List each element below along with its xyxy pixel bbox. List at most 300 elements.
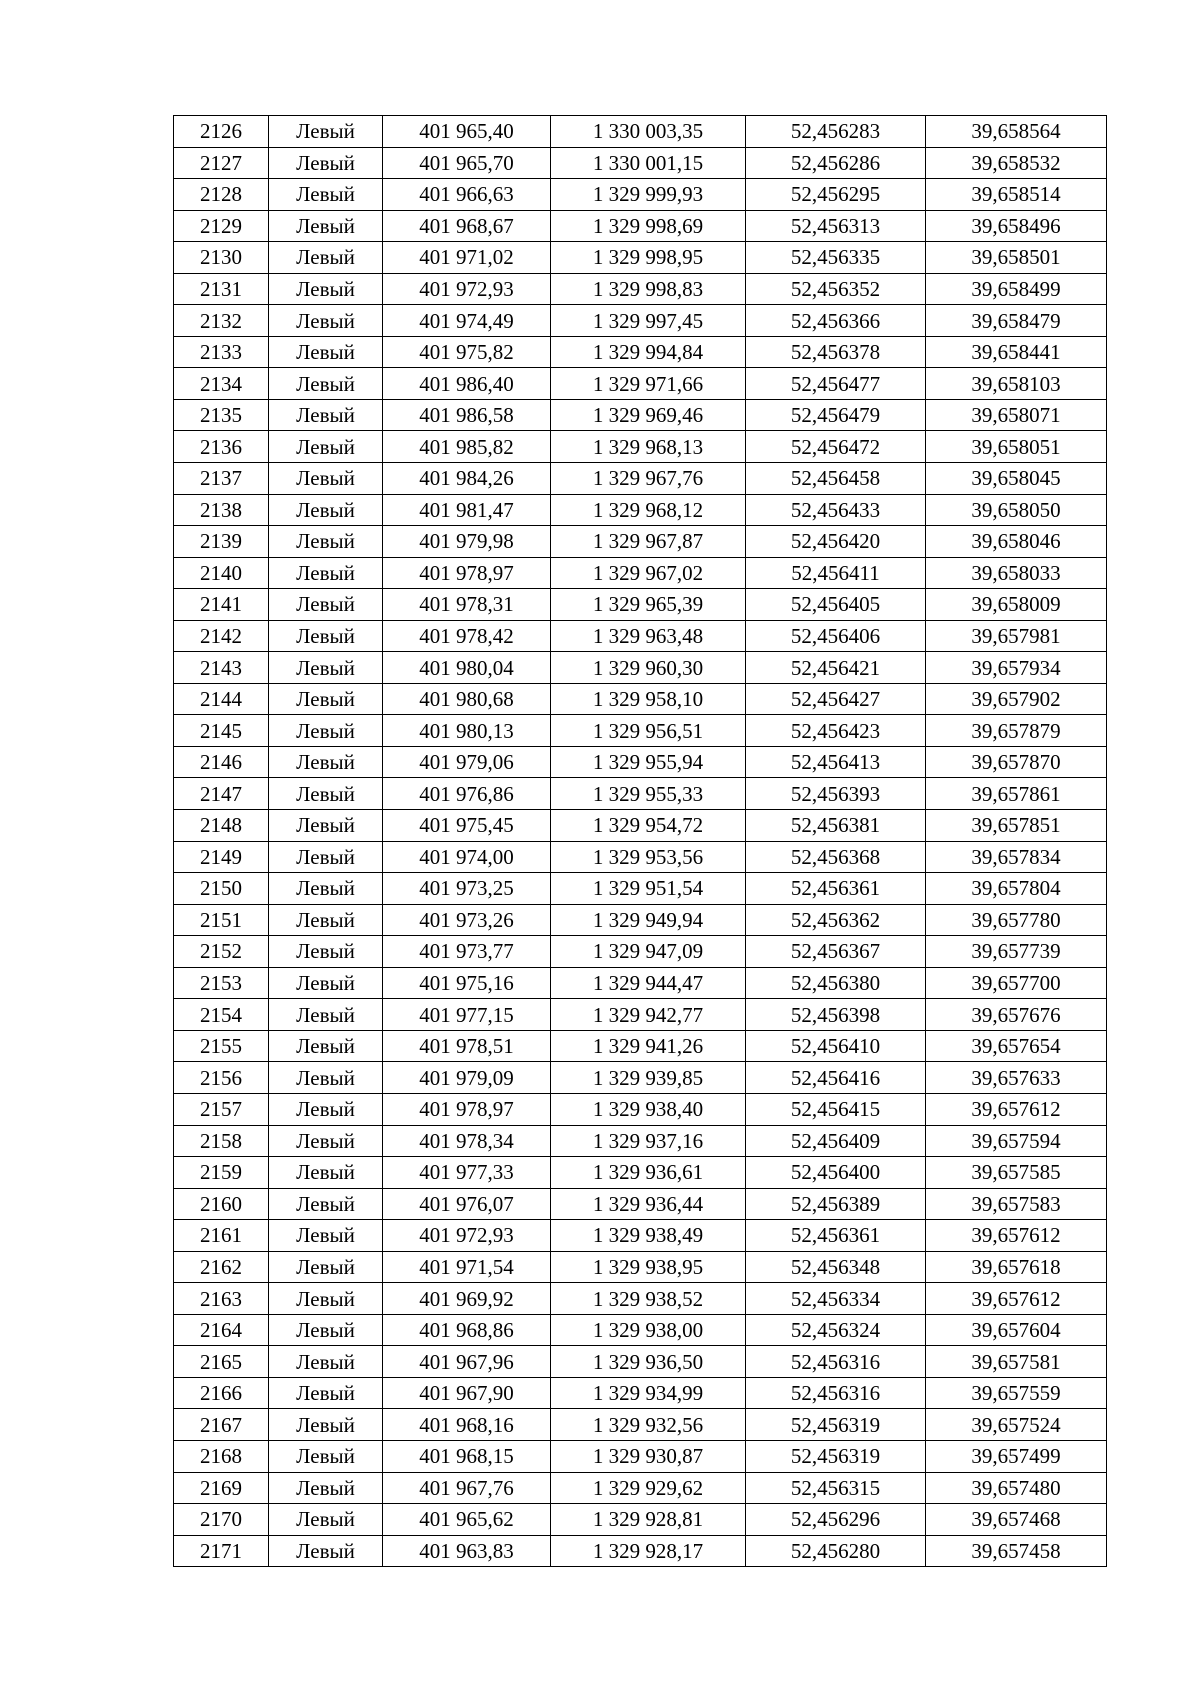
y-coordinate-cell: 1 329 998,83 <box>551 273 746 305</box>
table-row <box>174 116 1107 148</box>
table-row <box>174 526 1107 558</box>
side-cell: Левый <box>269 873 383 905</box>
x-coordinate-cell: 401 984,26 <box>383 463 551 495</box>
point-number-cell: 2130 <box>174 242 269 274</box>
y-coordinate-cell: 1 329 994,84 <box>551 336 746 368</box>
latitude-cell: 52,456411 <box>746 557 926 589</box>
longitude-cell: 39,657804 <box>926 873 1107 905</box>
longitude-cell: 39,657700 <box>926 967 1107 999</box>
latitude-cell: 52,456389 <box>746 1188 926 1220</box>
longitude-cell: 39,658514 <box>926 179 1107 211</box>
side-cell: Левый <box>269 1377 383 1409</box>
table-row <box>174 1125 1107 1157</box>
point-number-cell: 2154 <box>174 999 269 1031</box>
x-coordinate-cell: 401 977,15 <box>383 999 551 1031</box>
x-coordinate-cell: 401 978,97 <box>383 1093 551 1125</box>
x-coordinate-cell: 401 977,33 <box>383 1157 551 1189</box>
side-cell: Левый <box>269 1062 383 1094</box>
longitude-cell: 39,657499 <box>926 1440 1107 1472</box>
x-coordinate-cell: 401 985,82 <box>383 431 551 463</box>
point-number-cell: 2155 <box>174 1030 269 1062</box>
y-coordinate-cell: 1 329 932,56 <box>551 1409 746 1441</box>
latitude-cell: 52,456405 <box>746 589 926 621</box>
x-coordinate-cell: 401 978,34 <box>383 1125 551 1157</box>
longitude-cell: 39,658532 <box>926 147 1107 179</box>
point-number-cell: 2167 <box>174 1409 269 1441</box>
latitude-cell: 52,456361 <box>746 1220 926 1252</box>
x-coordinate-cell: 401 967,96 <box>383 1346 551 1378</box>
latitude-cell: 52,456348 <box>746 1251 926 1283</box>
latitude-cell: 52,456316 <box>746 1377 926 1409</box>
latitude-cell: 52,456393 <box>746 778 926 810</box>
point-number-cell: 2170 <box>174 1504 269 1536</box>
longitude-cell: 39,657585 <box>926 1157 1107 1189</box>
point-number-cell: 2146 <box>174 746 269 778</box>
side-cell: Левый <box>269 683 383 715</box>
longitude-cell: 39,657780 <box>926 904 1107 936</box>
table-row <box>174 1472 1107 1504</box>
coordinates-table <box>173 115 1107 1567</box>
y-coordinate-cell: 1 330 001,15 <box>551 147 746 179</box>
side-cell: Левый <box>269 557 383 589</box>
longitude-cell: 39,657612 <box>926 1220 1107 1252</box>
table-row <box>174 1440 1107 1472</box>
latitude-cell: 52,456295 <box>746 179 926 211</box>
y-coordinate-cell: 1 329 971,66 <box>551 368 746 400</box>
longitude-cell: 39,657524 <box>926 1409 1107 1441</box>
table-row <box>174 1346 1107 1378</box>
point-number-cell: 2139 <box>174 526 269 558</box>
point-number-cell: 2127 <box>174 147 269 179</box>
point-number-cell: 2145 <box>174 715 269 747</box>
y-coordinate-cell: 1 329 938,95 <box>551 1251 746 1283</box>
point-number-cell: 2157 <box>174 1093 269 1125</box>
x-coordinate-cell: 401 969,92 <box>383 1283 551 1315</box>
longitude-cell: 39,657480 <box>926 1472 1107 1504</box>
x-coordinate-cell: 401 971,02 <box>383 242 551 274</box>
table-row <box>174 778 1107 810</box>
point-number-cell: 2137 <box>174 463 269 495</box>
y-coordinate-cell: 1 329 938,40 <box>551 1093 746 1125</box>
side-cell: Левый <box>269 1188 383 1220</box>
point-number-cell: 2140 <box>174 557 269 589</box>
x-coordinate-cell: 401 971,54 <box>383 1251 551 1283</box>
point-number-cell: 2147 <box>174 778 269 810</box>
table-row <box>174 683 1107 715</box>
point-number-cell: 2128 <box>174 179 269 211</box>
latitude-cell: 52,456398 <box>746 999 926 1031</box>
side-cell: Левый <box>269 305 383 337</box>
table-row <box>174 1314 1107 1346</box>
point-number-cell: 2132 <box>174 305 269 337</box>
latitude-cell: 52,456362 <box>746 904 926 936</box>
latitude-cell: 52,456367 <box>746 936 926 968</box>
latitude-cell: 52,456319 <box>746 1409 926 1441</box>
latitude-cell: 52,456283 <box>746 116 926 148</box>
x-coordinate-cell: 401 980,13 <box>383 715 551 747</box>
x-coordinate-cell: 401 972,93 <box>383 1220 551 1252</box>
y-coordinate-cell: 1 329 939,85 <box>551 1062 746 1094</box>
side-cell: Левый <box>269 999 383 1031</box>
point-number-cell: 2144 <box>174 683 269 715</box>
longitude-cell: 39,657654 <box>926 1030 1107 1062</box>
latitude-cell: 52,456427 <box>746 683 926 715</box>
side-cell: Левый <box>269 620 383 652</box>
x-coordinate-cell: 401 968,15 <box>383 1440 551 1472</box>
longitude-cell: 39,657902 <box>926 683 1107 715</box>
y-coordinate-cell: 1 329 967,76 <box>551 463 746 495</box>
y-coordinate-cell: 1 329 934,99 <box>551 1377 746 1409</box>
side-cell: Левый <box>269 1157 383 1189</box>
y-coordinate-cell: 1 329 969,46 <box>551 399 746 431</box>
table-row <box>174 431 1107 463</box>
latitude-cell: 52,456366 <box>746 305 926 337</box>
table-row <box>174 967 1107 999</box>
y-coordinate-cell: 1 329 998,69 <box>551 210 746 242</box>
x-coordinate-cell: 401 968,67 <box>383 210 551 242</box>
x-coordinate-cell: 401 976,07 <box>383 1188 551 1220</box>
y-coordinate-cell: 1 330 003,35 <box>551 116 746 148</box>
longitude-cell: 39,658496 <box>926 210 1107 242</box>
side-cell: Левый <box>269 147 383 179</box>
y-coordinate-cell: 1 329 967,87 <box>551 526 746 558</box>
longitude-cell: 39,657612 <box>926 1283 1107 1315</box>
y-coordinate-cell: 1 329 956,51 <box>551 715 746 747</box>
table-row <box>174 873 1107 905</box>
latitude-cell: 52,456415 <box>746 1093 926 1125</box>
x-coordinate-cell: 401 973,26 <box>383 904 551 936</box>
table-row <box>174 841 1107 873</box>
latitude-cell: 52,456406 <box>746 620 926 652</box>
longitude-cell: 39,657458 <box>926 1535 1107 1567</box>
side-cell: Левый <box>269 1125 383 1157</box>
y-coordinate-cell: 1 329 955,94 <box>551 746 746 778</box>
y-coordinate-cell: 1 329 997,45 <box>551 305 746 337</box>
point-number-cell: 2138 <box>174 494 269 526</box>
point-number-cell: 2171 <box>174 1535 269 1567</box>
table-row <box>174 715 1107 747</box>
side-cell: Левый <box>269 904 383 936</box>
longitude-cell: 39,657612 <box>926 1093 1107 1125</box>
point-number-cell: 2136 <box>174 431 269 463</box>
x-coordinate-cell: 401 968,16 <box>383 1409 551 1441</box>
longitude-cell: 39,657870 <box>926 746 1107 778</box>
side-cell: Левый <box>269 652 383 684</box>
point-number-cell: 2142 <box>174 620 269 652</box>
y-coordinate-cell: 1 329 928,17 <box>551 1535 746 1567</box>
y-coordinate-cell: 1 329 954,72 <box>551 810 746 842</box>
side-cell: Левый <box>269 273 383 305</box>
latitude-cell: 52,456416 <box>746 1062 926 1094</box>
x-coordinate-cell: 401 975,45 <box>383 810 551 842</box>
longitude-cell: 39,657604 <box>926 1314 1107 1346</box>
table-row <box>174 1093 1107 1125</box>
table-row <box>174 1157 1107 1189</box>
longitude-cell: 39,657879 <box>926 715 1107 747</box>
table-row <box>174 179 1107 211</box>
side-cell: Левый <box>269 1535 383 1567</box>
longitude-cell: 39,658045 <box>926 463 1107 495</box>
side-cell: Левый <box>269 463 383 495</box>
latitude-cell: 52,456400 <box>746 1157 926 1189</box>
x-coordinate-cell: 401 965,70 <box>383 147 551 179</box>
longitude-cell: 39,657861 <box>926 778 1107 810</box>
side-cell: Левый <box>269 1251 383 1283</box>
side-cell: Левый <box>269 179 383 211</box>
point-number-cell: 2161 <box>174 1220 269 1252</box>
side-cell: Левый <box>269 526 383 558</box>
point-number-cell: 2126 <box>174 116 269 148</box>
x-coordinate-cell: 401 975,82 <box>383 336 551 368</box>
x-coordinate-cell: 401 966,63 <box>383 179 551 211</box>
point-number-cell: 2164 <box>174 1314 269 1346</box>
longitude-cell: 39,658050 <box>926 494 1107 526</box>
coordinates-table-body <box>174 116 1107 1567</box>
longitude-cell: 39,657633 <box>926 1062 1107 1094</box>
x-coordinate-cell: 401 979,09 <box>383 1062 551 1094</box>
latitude-cell: 52,456368 <box>746 841 926 873</box>
point-number-cell: 2134 <box>174 368 269 400</box>
table-row <box>174 652 1107 684</box>
y-coordinate-cell: 1 329 937,16 <box>551 1125 746 1157</box>
x-coordinate-cell: 401 980,68 <box>383 683 551 715</box>
side-cell: Левый <box>269 399 383 431</box>
y-coordinate-cell: 1 329 958,10 <box>551 683 746 715</box>
table-row <box>174 746 1107 778</box>
side-cell: Левый <box>269 431 383 463</box>
latitude-cell: 52,456352 <box>746 273 926 305</box>
table-row <box>174 620 1107 652</box>
latitude-cell: 52,456421 <box>746 652 926 684</box>
latitude-cell: 52,456458 <box>746 463 926 495</box>
x-coordinate-cell: 401 965,40 <box>383 116 551 148</box>
table-row <box>174 904 1107 936</box>
table-row <box>174 1409 1107 1441</box>
x-coordinate-cell: 401 965,62 <box>383 1504 551 1536</box>
side-cell: Левый <box>269 936 383 968</box>
longitude-cell: 39,657676 <box>926 999 1107 1031</box>
table-row <box>174 999 1107 1031</box>
latitude-cell: 52,456319 <box>746 1440 926 1472</box>
latitude-cell: 52,456409 <box>746 1125 926 1157</box>
table-row <box>174 273 1107 305</box>
table-row <box>174 242 1107 274</box>
side-cell: Левый <box>269 1220 383 1252</box>
point-number-cell: 2153 <box>174 967 269 999</box>
y-coordinate-cell: 1 329 938,49 <box>551 1220 746 1252</box>
longitude-cell: 39,658564 <box>926 116 1107 148</box>
longitude-cell: 39,657581 <box>926 1346 1107 1378</box>
longitude-cell: 39,657468 <box>926 1504 1107 1536</box>
table-row <box>174 210 1107 242</box>
latitude-cell: 52,456413 <box>746 746 926 778</box>
point-number-cell: 2152 <box>174 936 269 968</box>
x-coordinate-cell: 401 973,25 <box>383 873 551 905</box>
y-coordinate-cell: 1 329 949,94 <box>551 904 746 936</box>
latitude-cell: 52,456296 <box>746 1504 926 1536</box>
y-coordinate-cell: 1 329 963,48 <box>551 620 746 652</box>
latitude-cell: 52,456477 <box>746 368 926 400</box>
x-coordinate-cell: 401 973,77 <box>383 936 551 968</box>
table-row <box>174 1188 1107 1220</box>
point-number-cell: 2166 <box>174 1377 269 1409</box>
longitude-cell: 39,657559 <box>926 1377 1107 1409</box>
y-coordinate-cell: 1 329 930,87 <box>551 1440 746 1472</box>
y-coordinate-cell: 1 329 968,12 <box>551 494 746 526</box>
table-row <box>174 399 1107 431</box>
table-row <box>174 1377 1107 1409</box>
point-number-cell: 2165 <box>174 1346 269 1378</box>
x-coordinate-cell: 401 978,42 <box>383 620 551 652</box>
y-coordinate-cell: 1 329 942,77 <box>551 999 746 1031</box>
point-number-cell: 2162 <box>174 1251 269 1283</box>
x-coordinate-cell: 401 963,83 <box>383 1535 551 1567</box>
point-number-cell: 2133 <box>174 336 269 368</box>
table-row <box>174 1535 1107 1567</box>
y-coordinate-cell: 1 329 965,39 <box>551 589 746 621</box>
table-row <box>174 1504 1107 1536</box>
side-cell: Левый <box>269 746 383 778</box>
side-cell: Левый <box>269 116 383 148</box>
latitude-cell: 52,456433 <box>746 494 926 526</box>
y-coordinate-cell: 1 329 929,62 <box>551 1472 746 1504</box>
side-cell: Левый <box>269 715 383 747</box>
side-cell: Левый <box>269 494 383 526</box>
latitude-cell: 52,456280 <box>746 1535 926 1567</box>
x-coordinate-cell: 401 974,00 <box>383 841 551 873</box>
latitude-cell: 52,456315 <box>746 1472 926 1504</box>
table-row <box>174 810 1107 842</box>
x-coordinate-cell: 401 979,06 <box>383 746 551 778</box>
latitude-cell: 52,456286 <box>746 147 926 179</box>
latitude-cell: 52,456380 <box>746 967 926 999</box>
side-cell: Левый <box>269 336 383 368</box>
side-cell: Левый <box>269 841 383 873</box>
y-coordinate-cell: 1 329 951,54 <box>551 873 746 905</box>
y-coordinate-cell: 1 329 936,44 <box>551 1188 746 1220</box>
longitude-cell: 39,657934 <box>926 652 1107 684</box>
side-cell: Левый <box>269 368 383 400</box>
table-row <box>174 147 1107 179</box>
table-row <box>174 1030 1107 1062</box>
x-coordinate-cell: 401 976,86 <box>383 778 551 810</box>
y-coordinate-cell: 1 329 999,93 <box>551 179 746 211</box>
longitude-cell: 39,658441 <box>926 336 1107 368</box>
y-coordinate-cell: 1 329 936,50 <box>551 1346 746 1378</box>
point-number-cell: 2168 <box>174 1440 269 1472</box>
side-cell: Левый <box>269 242 383 274</box>
side-cell: Левый <box>269 1030 383 1062</box>
side-cell: Левый <box>269 1093 383 1125</box>
x-coordinate-cell: 401 968,86 <box>383 1314 551 1346</box>
y-coordinate-cell: 1 329 944,47 <box>551 967 746 999</box>
table-row <box>174 589 1107 621</box>
longitude-cell: 39,658009 <box>926 589 1107 621</box>
y-coordinate-cell: 1 329 941,26 <box>551 1030 746 1062</box>
x-coordinate-cell: 401 981,47 <box>383 494 551 526</box>
x-coordinate-cell: 401 974,49 <box>383 305 551 337</box>
longitude-cell: 39,658499 <box>926 273 1107 305</box>
x-coordinate-cell: 401 986,40 <box>383 368 551 400</box>
side-cell: Левый <box>269 1504 383 1536</box>
y-coordinate-cell: 1 329 938,52 <box>551 1283 746 1315</box>
longitude-cell: 39,658479 <box>926 305 1107 337</box>
point-number-cell: 2150 <box>174 873 269 905</box>
table-row <box>174 936 1107 968</box>
longitude-cell: 39,657583 <box>926 1188 1107 1220</box>
x-coordinate-cell: 401 978,31 <box>383 589 551 621</box>
table-row <box>174 368 1107 400</box>
latitude-cell: 52,456361 <box>746 873 926 905</box>
longitude-cell: 39,658051 <box>926 431 1107 463</box>
table-row <box>174 557 1107 589</box>
y-coordinate-cell: 1 329 938,00 <box>551 1314 746 1346</box>
longitude-cell: 39,658103 <box>926 368 1107 400</box>
latitude-cell: 52,456316 <box>746 1346 926 1378</box>
point-number-cell: 2158 <box>174 1125 269 1157</box>
longitude-cell: 39,658501 <box>926 242 1107 274</box>
x-coordinate-cell: 401 979,98 <box>383 526 551 558</box>
y-coordinate-cell: 1 329 967,02 <box>551 557 746 589</box>
latitude-cell: 52,456472 <box>746 431 926 463</box>
latitude-cell: 52,456313 <box>746 210 926 242</box>
point-number-cell: 2149 <box>174 841 269 873</box>
point-number-cell: 2141 <box>174 589 269 621</box>
table-row <box>174 1220 1107 1252</box>
table-row <box>174 1283 1107 1315</box>
table-row <box>174 1062 1107 1094</box>
table-row <box>174 305 1107 337</box>
longitude-cell: 39,658071 <box>926 399 1107 431</box>
side-cell: Левый <box>269 967 383 999</box>
latitude-cell: 52,456410 <box>746 1030 926 1062</box>
point-number-cell: 2148 <box>174 810 269 842</box>
side-cell: Левый <box>269 210 383 242</box>
longitude-cell: 39,657981 <box>926 620 1107 652</box>
side-cell: Левый <box>269 1440 383 1472</box>
latitude-cell: 52,456334 <box>746 1283 926 1315</box>
x-coordinate-cell: 401 967,90 <box>383 1377 551 1409</box>
y-coordinate-cell: 1 329 947,09 <box>551 936 746 968</box>
longitude-cell: 39,657851 <box>926 810 1107 842</box>
y-coordinate-cell: 1 329 998,95 <box>551 242 746 274</box>
table-row <box>174 1251 1107 1283</box>
x-coordinate-cell: 401 986,58 <box>383 399 551 431</box>
point-number-cell: 2160 <box>174 1188 269 1220</box>
side-cell: Левый <box>269 589 383 621</box>
y-coordinate-cell: 1 329 960,30 <box>551 652 746 684</box>
y-coordinate-cell: 1 329 955,33 <box>551 778 746 810</box>
longitude-cell: 39,657739 <box>926 936 1107 968</box>
latitude-cell: 52,456335 <box>746 242 926 274</box>
latitude-cell: 52,456479 <box>746 399 926 431</box>
y-coordinate-cell: 1 329 936,61 <box>551 1157 746 1189</box>
y-coordinate-cell: 1 329 968,13 <box>551 431 746 463</box>
longitude-cell: 39,658033 <box>926 557 1107 589</box>
point-number-cell: 2143 <box>174 652 269 684</box>
side-cell: Левый <box>269 1409 383 1441</box>
point-number-cell: 2131 <box>174 273 269 305</box>
point-number-cell: 2163 <box>174 1283 269 1315</box>
latitude-cell: 52,456324 <box>746 1314 926 1346</box>
x-coordinate-cell: 401 980,04 <box>383 652 551 684</box>
table-row <box>174 494 1107 526</box>
point-number-cell: 2151 <box>174 904 269 936</box>
point-number-cell: 2135 <box>174 399 269 431</box>
table-row <box>174 336 1107 368</box>
longitude-cell: 39,658046 <box>926 526 1107 558</box>
y-coordinate-cell: 1 329 953,56 <box>551 841 746 873</box>
